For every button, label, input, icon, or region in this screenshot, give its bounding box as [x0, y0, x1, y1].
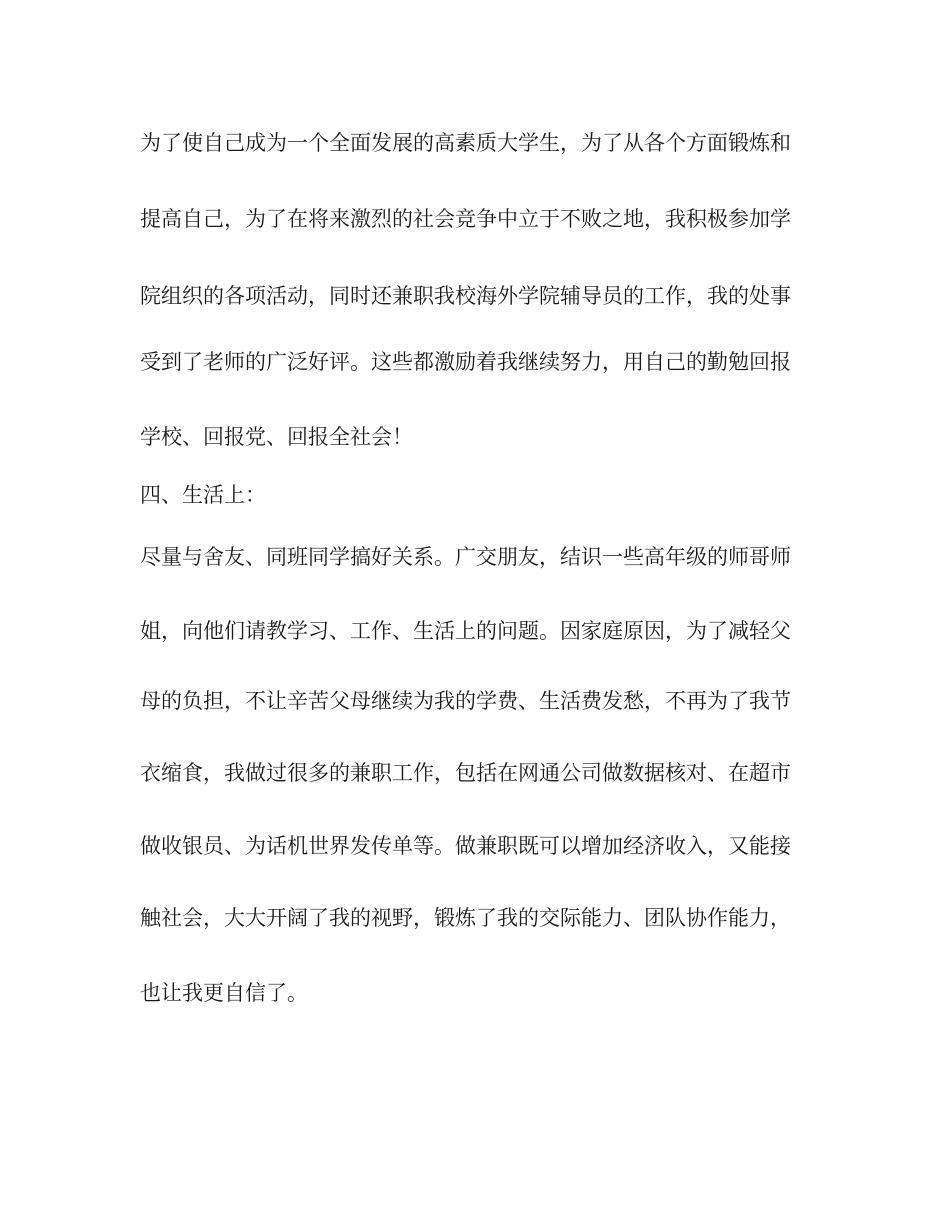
paragraph-2-line-1: 尽量与舍友、同班同学搞好关系。广交朋友，结识一些高年级的师哥师 — [140, 545, 791, 569]
paragraph-1-line-1: 为了使自己成为一个全面发展的高素质大学生，为了从各个方面锻炼和 — [140, 131, 791, 155]
paragraph-1-line-3: 院组织的各项活动，同时还兼职我校海外学院辅导员的工作，我的处事 — [140, 284, 791, 308]
paragraph-2-line-5: 做收银员、为话机世界发传单等。做兼职既可以增加经济收入，又能接 — [140, 834, 791, 858]
paragraph-1-line-4: 受到了老师的广泛好评。这些都激励着我继续努力，用自己的勤勉回报 — [140, 350, 791, 374]
paragraph-1-line-2: 提高自己，为了在将来激烈的社会竞争中立于不败之地，我积极参加学 — [140, 207, 791, 231]
section-heading: 四、生活上： — [140, 483, 266, 507]
paragraph-2-line-3: 母的负担，不让辛苦父母继续为我的学费、生活费发愁，不再为了我节 — [140, 689, 791, 713]
paragraph-1-line-5: 学校、回报党、回报全社会！ — [140, 425, 413, 449]
paragraph-2-line-2: 姐，向他们请教学习、工作、生活上的问题。因家庭原因，为了减轻父 — [140, 619, 791, 643]
paragraph-2-line-4: 衣缩食，我做过很多的兼职工作，包括在网通公司做数据核对、在超市 — [140, 761, 791, 785]
paragraph-2-line-7: 也让我更自信了。 — [140, 981, 308, 1005]
paragraph-2-line-6: 触社会，大大开阔了我的视野，锻炼了我的交际能力、团队协作能力， — [140, 906, 791, 930]
